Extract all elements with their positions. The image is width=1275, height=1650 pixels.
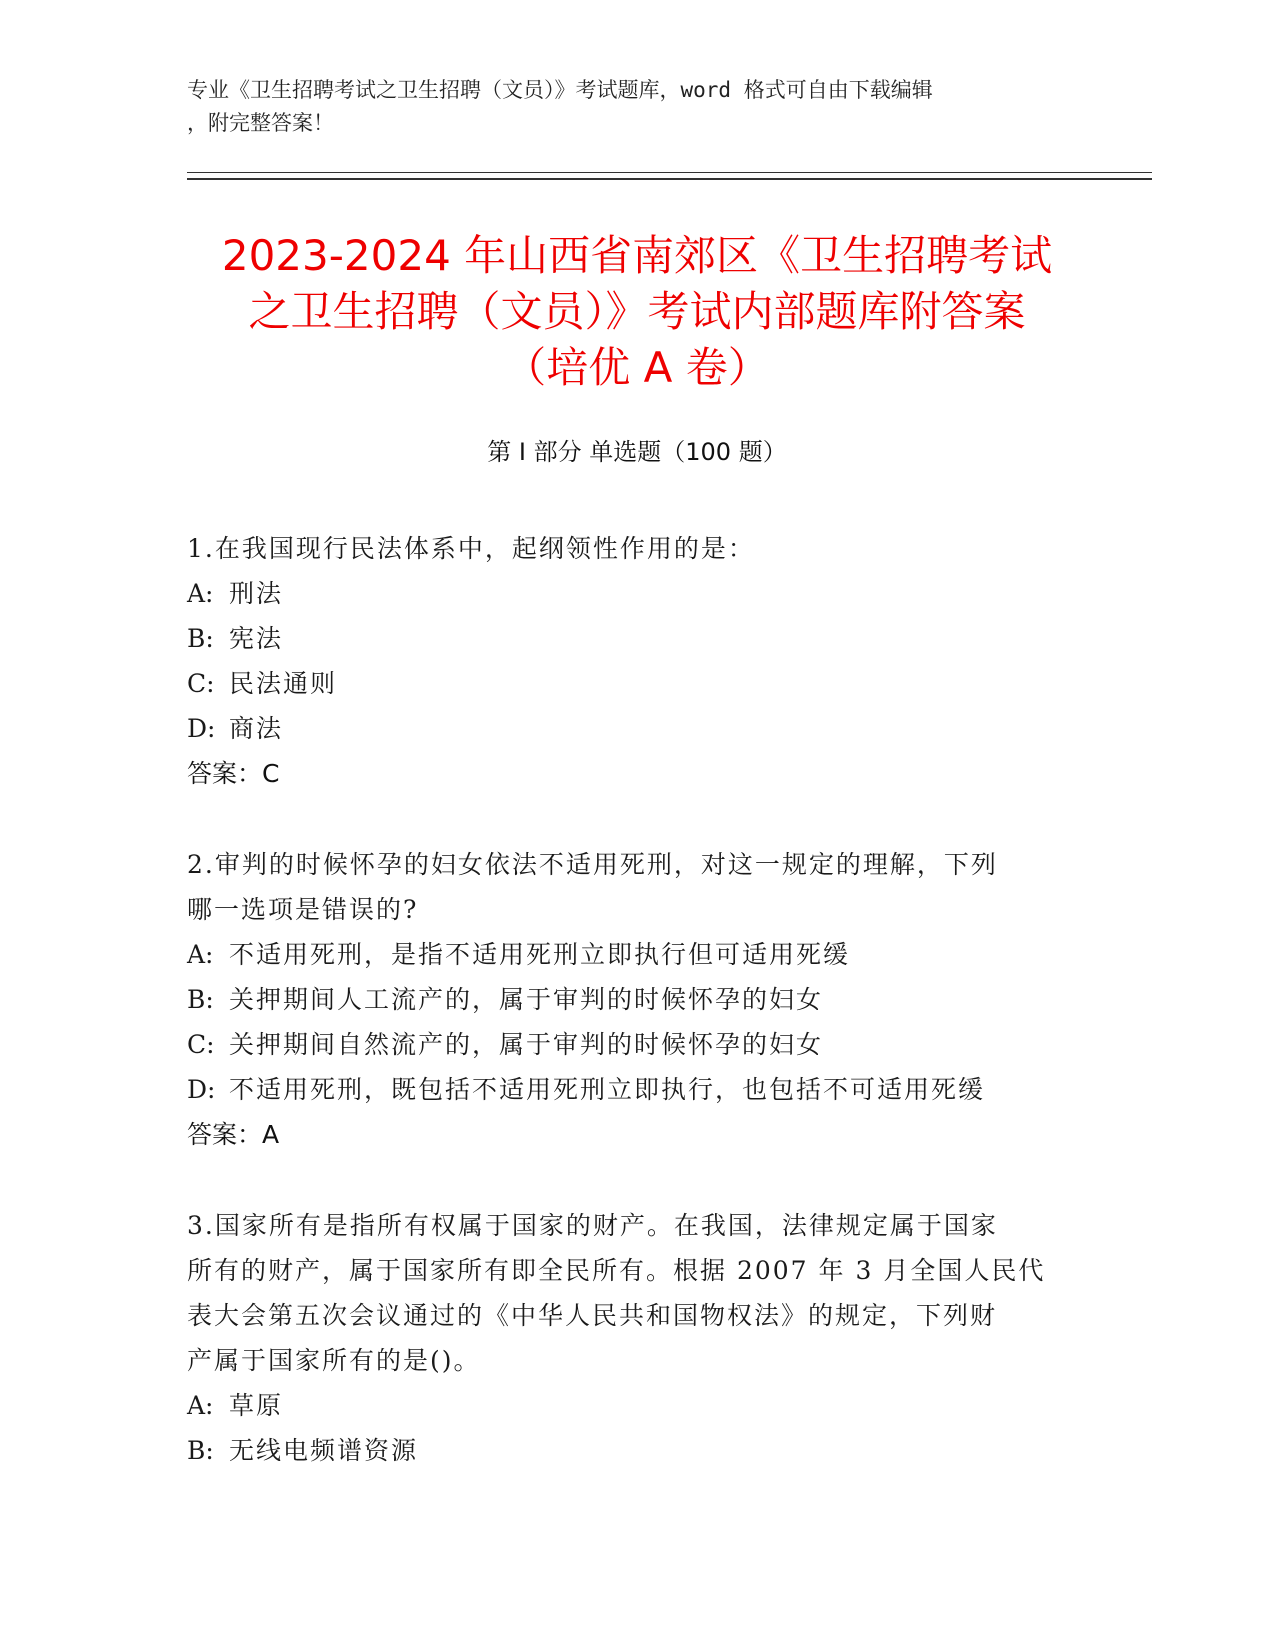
header-divider-thick <box>187 178 1152 180</box>
question-option <box>187 616 1067 661</box>
question-answer: 答案：C <box>187 759 280 788</box>
option-text: 民法通则 <box>229 669 338 698</box>
option-key: A: <box>187 940 214 969</box>
option-text: 关押期间自然流产的，属于审判的时候怀孕的妇女 <box>229 1030 824 1059</box>
option-text: 不适用死刑，是指不适用死刑立即执行但可适用死缓 <box>229 940 851 969</box>
option-text: 不适用死刑，既包括不适用死刑立即执行，也包括不可适用死缓 <box>229 1075 986 1104</box>
document-title-line: （培优 A 卷） <box>504 343 770 392</box>
option-key: B: <box>187 985 214 1014</box>
question-stem: 3.国家所有是指所有权属于国家的财产。在我国，法律规定属于国家 <box>187 1211 998 1240</box>
option-key: B: <box>187 624 214 653</box>
document-title <box>187 228 1087 396</box>
document-title-line: 2023-2024 年山西省南郊区《卫生招聘考试 <box>221 231 1053 280</box>
question-stem: 1.在我国现行民法体系中，起纲领性作用的是： <box>187 534 755 563</box>
option-key: A: <box>187 579 214 608</box>
question-option <box>187 661 1067 706</box>
question-stem: 2.审判的时候怀孕的妇女依法不适用死刑，对这一规定的理解，下列 <box>187 850 998 879</box>
question-option <box>187 977 1067 1022</box>
question-option <box>187 706 1067 751</box>
question-list <box>187 526 1067 1519</box>
question-option <box>187 932 1067 977</box>
question-answer: 答案：A <box>187 1120 280 1149</box>
question-stem: 哪一选项是错误的? <box>187 895 419 924</box>
question-option <box>187 1383 1067 1428</box>
option-text: 商法 <box>229 714 284 743</box>
option-key: D: <box>187 1075 216 1104</box>
header-note-line: ，附完整答案！ <box>187 111 334 135</box>
question-stem: 所有的财产，属于国家所有即全民所有。根据 2007 年 3 月全国人民代 <box>187 1256 1046 1285</box>
header-divider-thin <box>187 172 1152 173</box>
question-option <box>187 571 1067 616</box>
option-text: 宪法 <box>229 624 284 653</box>
option-key: B: <box>187 1436 214 1465</box>
option-key: C: <box>187 1030 215 1059</box>
question-option <box>187 1428 1067 1473</box>
document-title-line: 之卫生招聘（文员）》考试内部题库附答案 <box>248 287 1026 336</box>
question-stem: 表大会第五次会议通过的《中华人民共和国物权法》的规定，下列财 <box>187 1301 998 1330</box>
option-text: 关押期间人工流产的，属于审判的时候怀孕的妇女 <box>229 985 824 1014</box>
option-key: D: <box>187 714 216 743</box>
question-option <box>187 1022 1067 1067</box>
option-key: C: <box>187 669 215 698</box>
question-stem: 产属于国家所有的是()。 <box>187 1346 481 1375</box>
option-text: 无线电频谱资源 <box>229 1436 419 1465</box>
question-item <box>187 526 1067 796</box>
question-option <box>187 1067 1067 1112</box>
header-note <box>187 74 1087 140</box>
option-key: A: <box>187 1391 214 1420</box>
option-text: 草原 <box>229 1391 284 1420</box>
header-note-line: 专业《卫生招聘考试之卫生招聘（文员）》考试题库，word 格式可自由下载编辑 <box>187 78 933 102</box>
question-item <box>187 1203 1067 1473</box>
option-text: 刑法 <box>229 579 284 608</box>
section-title: 第 I 部分 单选题（100 题） <box>487 438 787 466</box>
question-item <box>187 842 1067 1157</box>
